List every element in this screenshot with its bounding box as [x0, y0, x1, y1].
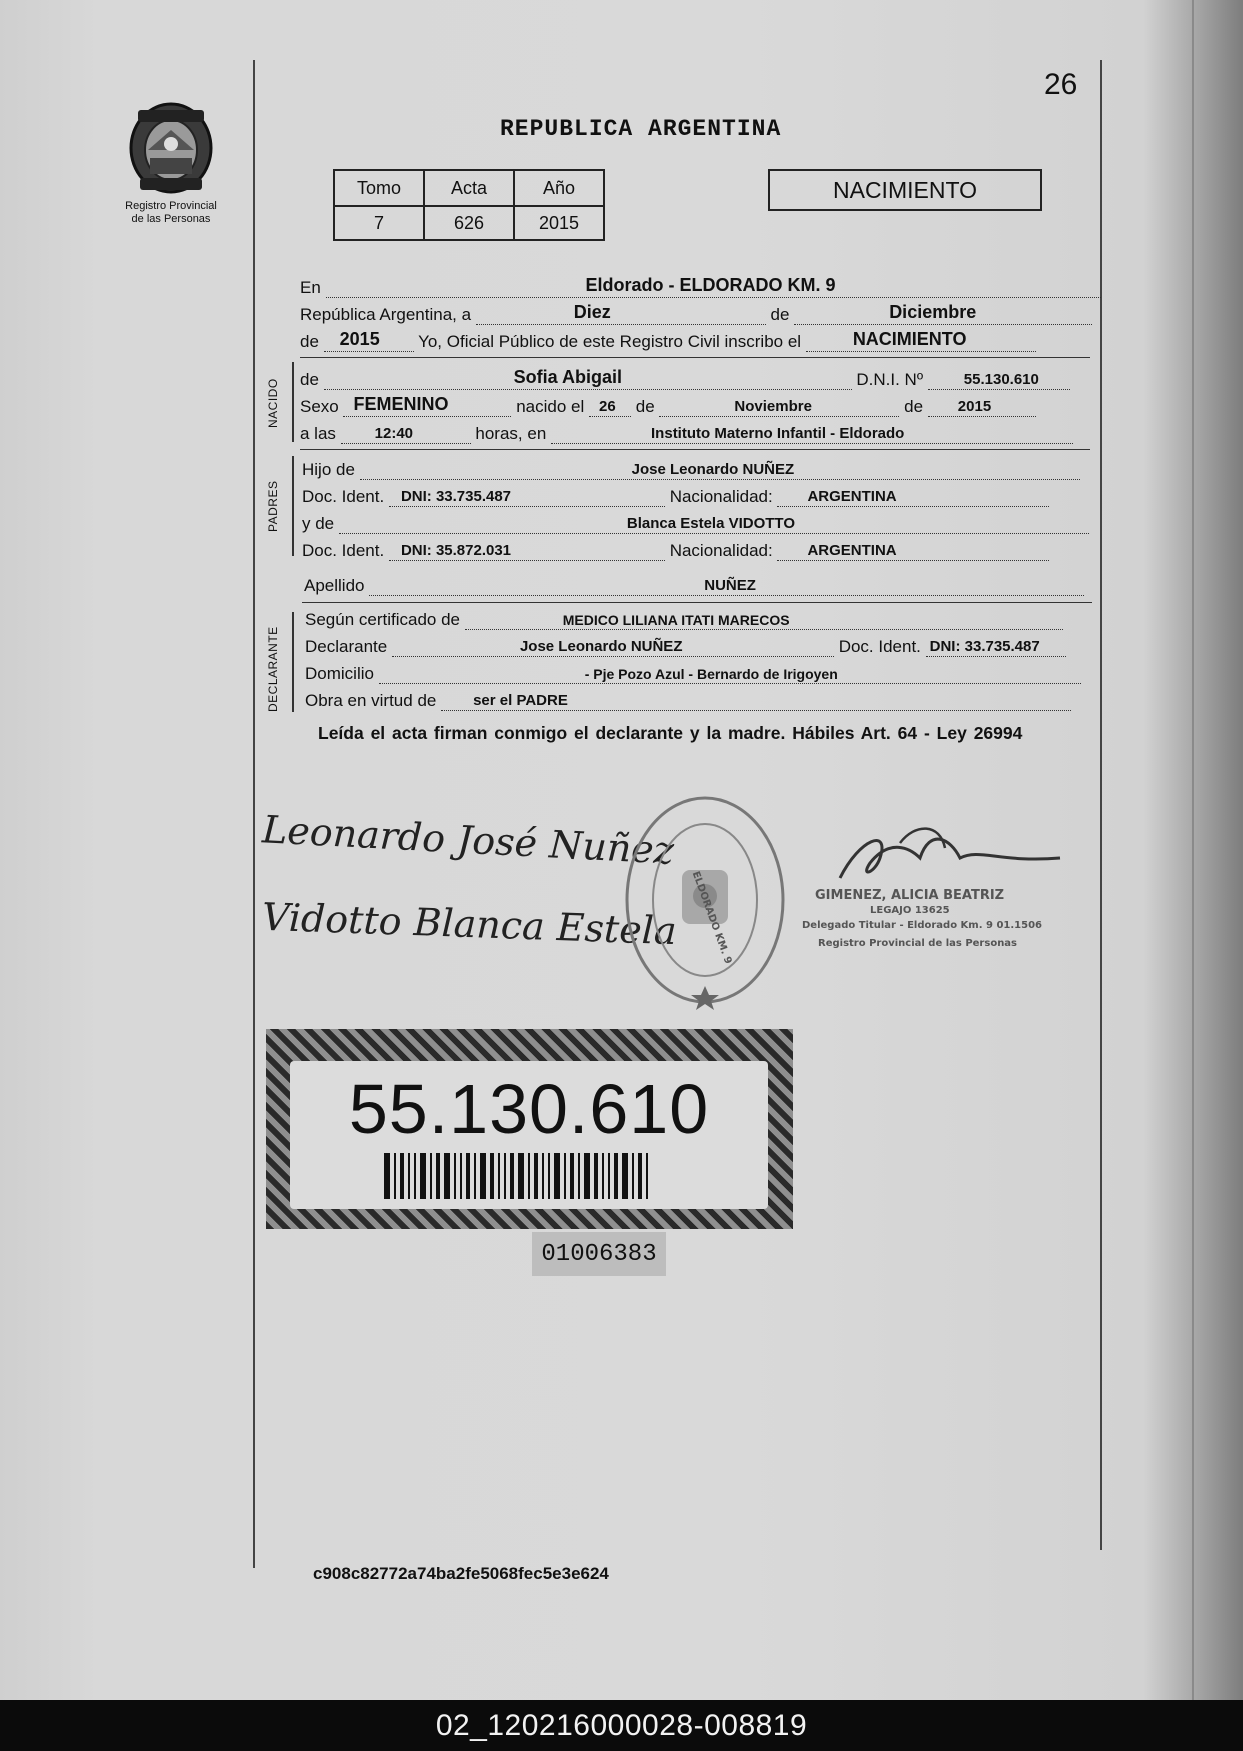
closing-text: Leída el acta firman conmigo el declarante y la madre. Hábiles Art. 64 - Ley 26994 [318, 723, 1023, 743]
barcode-bar [518, 1153, 524, 1199]
registry-logo [108, 100, 234, 226]
label-de2: de [300, 332, 319, 351]
barcode-bar [632, 1153, 634, 1199]
value-dia: Diez [573, 302, 611, 322]
barcode-bar [584, 1153, 590, 1199]
label-domicilio: Domicilio [305, 664, 374, 683]
page-edge [1192, 0, 1194, 1700]
separator [300, 449, 1090, 450]
document-hash: c908c82772a74ba2fe5068fec5e3e624 [313, 1564, 609, 1583]
official-name: GIMENEZ, ALICIA BEATRIZ [815, 888, 1005, 903]
declarante-bracket [292, 612, 294, 712]
value-anio-nac: 2015 [957, 398, 992, 415]
mother-signature: Vidotto Blanca Estela [261, 894, 678, 954]
document-title: REPUBLICA ARGENTINA [500, 116, 782, 142]
barcode-bar [608, 1153, 610, 1199]
row-nombre [300, 367, 1070, 394]
barcode-bar [474, 1153, 476, 1199]
barcode-bar [454, 1153, 456, 1199]
footer-filename: 02_120216000028-008819 [0, 1700, 1243, 1751]
row-apellido [304, 576, 1084, 600]
barcode-bar [420, 1153, 426, 1199]
value-nombre: Sofia Abigail [513, 367, 622, 387]
row-madre-doc [302, 541, 1049, 565]
label-en: En [300, 278, 321, 297]
barcode-bar [542, 1153, 544, 1199]
barcode-icon [384, 1153, 674, 1199]
barcode-bar [554, 1153, 560, 1199]
barcode-bar [614, 1153, 618, 1199]
row-declarante [305, 637, 1066, 661]
label-doc-padre: Doc. Ident. [302, 487, 385, 506]
label-republica: República Argentina, a [300, 305, 472, 324]
barcode-bar [430, 1153, 432, 1199]
misiones-emblem-icon [126, 100, 216, 196]
value-lugar: Instituto Materno Infantil - Eldorado [651, 425, 905, 442]
label-segun: Según certificado de [305, 610, 460, 629]
barcode-bar [436, 1153, 440, 1199]
value-dia-nac: 26 [599, 398, 616, 415]
barcode-bar [594, 1153, 598, 1199]
side-label-padres: PADRES [266, 480, 280, 532]
barcode-bar [548, 1153, 550, 1199]
barcode-bar [490, 1153, 494, 1199]
header-anio: Año [514, 170, 604, 206]
record-table [333, 169, 605, 241]
value-padre: Jose Leonardo NUÑEZ [631, 461, 795, 478]
header-tomo: Tomo [334, 170, 424, 206]
value-mes-nac: Noviembre [734, 398, 812, 415]
row-sexo [300, 394, 1036, 421]
barcode-bar [622, 1153, 628, 1199]
value-acta: 626 [424, 206, 514, 240]
label-nac-padre: Nacionalidad: [669, 487, 773, 506]
header-acta: Acta [424, 170, 514, 206]
barcode-bar [444, 1153, 450, 1199]
label-de-mes: de [635, 397, 655, 416]
dni-label-number: 55.130.610 [348, 1070, 710, 1148]
value-anio: 2015 [514, 206, 604, 240]
barcode-bar [498, 1153, 500, 1199]
row-en [300, 275, 1101, 302]
label-obra: Obra en virtud de [305, 691, 437, 710]
control-number: 01006383 [532, 1232, 666, 1276]
barcode-bar [466, 1153, 470, 1199]
barcode-bar [570, 1153, 574, 1199]
barcode-bar [504, 1153, 506, 1199]
barcode-bar [528, 1153, 530, 1199]
label-sexo: Sexo [300, 397, 339, 416]
value-inscribo: NACIMIENTO [852, 329, 967, 349]
barcode-bar [602, 1153, 604, 1199]
separator [302, 602, 1092, 603]
padres-bracket [292, 456, 294, 556]
label-a-las: a las [300, 424, 336, 443]
row-hijo-de [302, 460, 1080, 484]
left-margin-rule [253, 60, 255, 1568]
record-type-box: NACIMIENTO [768, 169, 1042, 211]
value-mes: Diciembre [889, 302, 977, 322]
value-doc-declarante: DNI: 33.735.487 [929, 638, 1040, 655]
barcode-bar [400, 1153, 404, 1199]
barcode-bar [480, 1153, 486, 1199]
label-de-nombre: de [300, 370, 319, 389]
barcode-bar [646, 1153, 648, 1199]
side-label-declarante: DECLARANTE [266, 626, 280, 712]
side-label-nacido: NACIDO [266, 378, 280, 428]
value-madre-doc: DNI: 35.872.031 [400, 542, 512, 559]
value-tomo: 7 [334, 206, 424, 240]
row-fecha [300, 302, 1092, 329]
label-y-de: y de [302, 514, 335, 533]
label-de: de [770, 305, 790, 324]
barcode-bar [564, 1153, 566, 1199]
logo-caption-line1: Registro Provincial [125, 200, 217, 212]
dni-label-inner [290, 1061, 768, 1209]
label-apellido: Apellido [304, 576, 365, 595]
official-role: Delegado Titular - Eldorado Km. 9 01.1506 [802, 920, 1042, 931]
value-sexo: FEMENINO [353, 394, 449, 414]
row-hora [300, 424, 1073, 448]
label-doc-declarante: Doc. Ident. [838, 637, 921, 656]
label-nac-madre: Nacionalidad: [669, 541, 773, 560]
value-madre-nac: ARGENTINA [807, 542, 897, 559]
barcode-bar [534, 1153, 538, 1199]
value-certificado: MEDICO LILIANA ITATI MARECOS [562, 612, 790, 628]
row-certificado [305, 610, 1063, 634]
value-obra: ser el PADRE [473, 692, 568, 709]
label-hijo-de: Hijo de [302, 460, 355, 479]
text-inscribo: Yo, Oficial Público de este Registro Civil inscribo el [418, 332, 802, 351]
barcode-bar [460, 1153, 462, 1199]
label-dni: D.N.I. Nº [856, 370, 924, 389]
page-number: 26 [1044, 68, 1078, 101]
barcode-bar [394, 1153, 396, 1199]
value-padre-nac: ARGENTINA [807, 488, 897, 505]
logo-caption-line2: de las Personas [131, 213, 211, 225]
official-org: Registro Provincial de las Personas [818, 938, 1018, 949]
barcode-bar [638, 1153, 642, 1199]
official-signature-icon [830, 818, 1070, 898]
label-de-anio: de [904, 397, 924, 416]
label-horas-en: horas, en [475, 424, 547, 443]
row-padre-doc [302, 487, 1049, 511]
value-padre-doc: DNI: 33.735.487 [400, 488, 512, 505]
row-domicilio [305, 664, 1081, 688]
value-declarante: Jose Leonardo NUÑEZ [519, 638, 683, 655]
value-hora: 12:40 [374, 425, 414, 442]
barcode-bar [578, 1153, 580, 1199]
label-doc-madre: Doc. Ident. [302, 541, 385, 560]
barcode-bar [408, 1153, 410, 1199]
dni-label-card [266, 1029, 793, 1229]
value-apellido: NUÑEZ [704, 577, 756, 594]
stamp-center-text: ELDORADO KM. 9 [689, 870, 734, 966]
row-y-de [302, 514, 1089, 538]
row-obra [305, 691, 1071, 715]
father-signature: Leonardo José Nuñez [261, 807, 675, 873]
label-nacido-el: nacido el [516, 397, 585, 416]
value-en: Eldorado - ELDORADO KM. 9 [585, 275, 836, 295]
nacido-bracket [292, 362, 294, 442]
value-anio: 2015 [339, 329, 380, 349]
separator [300, 357, 1090, 358]
row-inscribo [300, 329, 1036, 356]
value-madre: Blanca Estela VIDOTTO [626, 515, 795, 532]
barcode-bar [384, 1153, 390, 1199]
label-declarante: Declarante [305, 637, 388, 656]
value-domicilio: - Pje Pozo Azul - Bernardo de Irigoyen [584, 666, 838, 682]
barcode-bar [414, 1153, 416, 1199]
barcode-bar [510, 1153, 514, 1199]
value-dni: 55.130.610 [963, 371, 1039, 388]
official-legajo: LEGAJO 13625 [870, 905, 950, 916]
